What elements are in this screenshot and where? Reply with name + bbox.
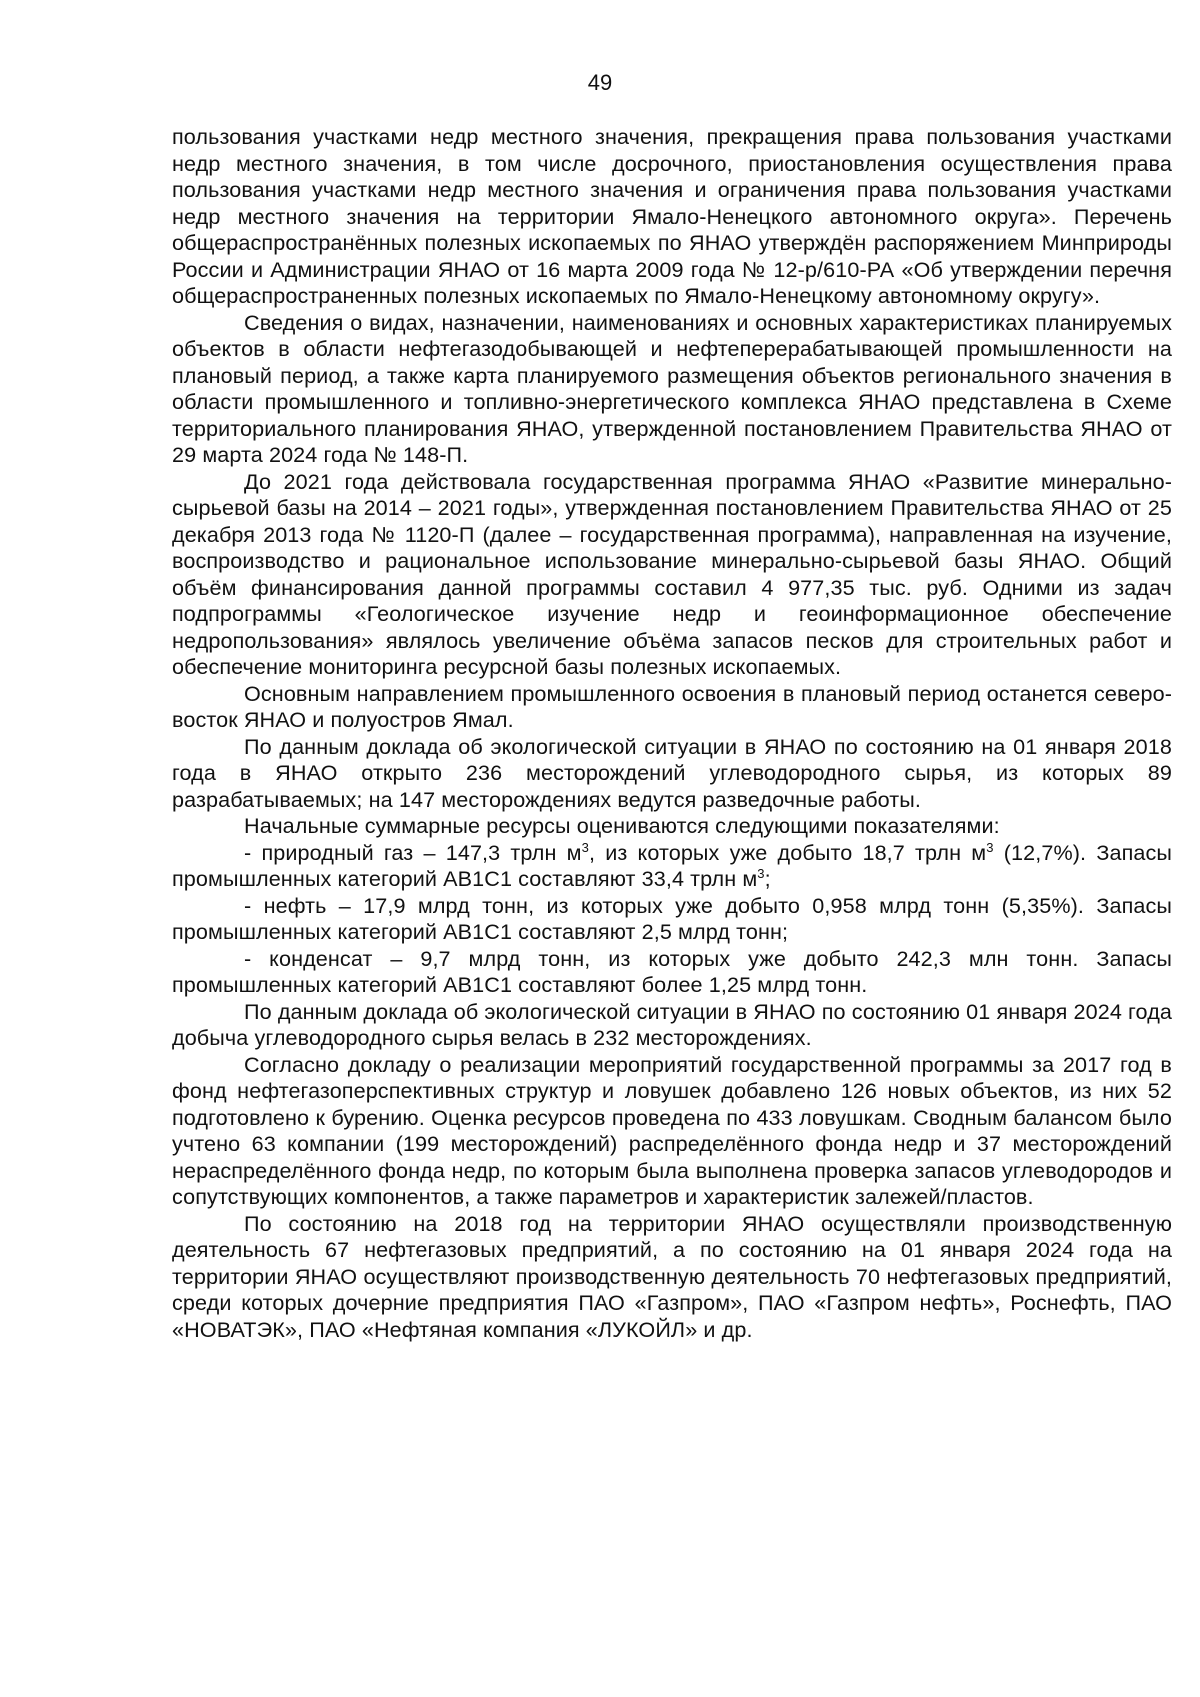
document-body (172, 124, 1172, 1343)
gas-text-1: - природный газ – 147,3 трлн м (244, 839, 582, 865)
gas-text-4: ; (764, 866, 771, 891)
gas-text-2: , из которых уже добыто 18,7 трлн м (588, 839, 987, 865)
list-item-natural-gas (172, 840, 1172, 893)
list-item-oil: - нефть – 17,9 млрд тонн, из которых уже добыто 0,958 млрд тонн (5,35%). Запасы промышленных категорий АВ1С1 составляют 2,5 млрд тонн; (172, 892, 1172, 944)
gas-superscript-1: 3 (581, 839, 589, 855)
paragraph-program-2017: Согласно докладу о реализации мероприятий государственной программы за 2017 год в фонд нефтегазоперспективных структур и ловушек добавлено 126 новых объектов, из них 52 подготовлено к бурению. Оценка ресурсов проведена по 433 ловушкам. Сводным балансом было учтено 63 компании (199 месторождений) распределённого фонда недр и 37 месторождений нераспределённого фонда недр, по которым была выполнена проверка запасов углеводородов и сопутствующих компонентов, а также параметров и характеристик залежей/пластов. (172, 1051, 1172, 1209)
paragraph-planning-scheme: Сведения о видах, назначении, наименованиях и основных характеристиках планируемых объектов в области нефтегазодобывающей и нефтеперерабатывающей промышленности на плановый период, а также карта планируемого размещения объектов регионального значения в области промышленного и топливно-энергетического комплекса ЯНАО представлена в Схеме территориального планирования ЯНАО, утвержденной постановлением Правительства ЯНАО от 29 марта 2024 года № 148-П. (172, 309, 1172, 467)
gas-superscript-3: 3 (757, 865, 765, 881)
paragraph-development-direction: Основным направлением промышленного освоения в плановый период останется северо-восток ЯНАО и полуостров Ямал. (172, 680, 1172, 732)
paragraph-resources-intro: Начальные суммарные ресурсы оцениваются следующими показателями: (244, 813, 1000, 838)
paragraph-state-program: До 2021 года действовала государственная программа ЯНАО «Развитие минерально-сырьевой базы на 2014 – 2021 годы», утвержденная постановлением Правительства ЯНАО от 25 декабря 2013 года № 1120-П (далее – государственная программа), направленная на изучение, воспроизводство и рациональное использование минерально-сырьевой базы ЯНАО. Общий объём финансирования данной программы составил 4 977,35 тыс. руб. Одними из задач подпрограммы «Геологическое изучение недр и геоинформационное обеспечение недропользования» являлось увеличение объёма запасов песков для строительных работ и обеспечение мониторинга ресурсной базы полезных ископаемых. (172, 468, 1172, 679)
page-number: 49 (587, 70, 613, 95)
paragraph-eco-report-2018: По данным доклада об экологической ситуации в ЯНАО по состоянию на 01 января 2018 года в ЯНАО открыто 236 месторождений углеводородного сырья, из которых 89 разрабатываемых; на 147 месторождениях ведутся разведочные работы. (172, 733, 1172, 812)
paragraph-eco-report-2024: По данным доклада об экологической ситуации в ЯНАО по состоянию 01 января 2024 года добыча углеводородного сырья велась в 232 месторождениях. (172, 998, 1172, 1050)
paragraph-companies: По состоянию на 2018 год на территории ЯНАО осуществляли производственную деятельность 67 нефтегазовых предприятий, а по состоянию на 01 января 2024 года на территории ЯНАО осуществляют производственную деятельность 70 нефтегазовых предприятий, среди которых дочерние предприятия ПАО «Газпром», ПАО «Газпром нефть», Роснефть, ПАО «НОВАТЭК», ПАО «Нефтяная компания «ЛУКОЙЛ» и др. (172, 1210, 1172, 1342)
gas-text-3: (12,7%). Запасы промышленных категорий АВ1С1 составляют 33,4 трлн м (172, 839, 1172, 891)
paragraph-continuation: пользования участками недр местного значения, прекращения права пользования участками недр местного значения, в том числе досрочного, приостановления осуществления права пользования участками недр местного значения и ограничения права пользования участками недр местного значения на территории Ямало-Ненецкого автономного округа». Перечень общераспространённых полезных ископаемых по ЯНАО утверждён распоряжением Минприроды России и Администрации ЯНАО от 16 марта 2009 года № 12-р/610-РА «Об утверждении перечня общераспространенных полезных ископаемых по Ямало-Ненецкому автономному округу». (172, 124, 1172, 308)
gas-superscript-2: 3 (986, 839, 994, 855)
list-item-condensate: - конденсат – 9,7 млрд тонн, из которых уже добыто 242,3 млн тонн. Запасы промышленных категорий АВ1С1 составляют более 1,25 млрд тонн. (172, 945, 1172, 997)
